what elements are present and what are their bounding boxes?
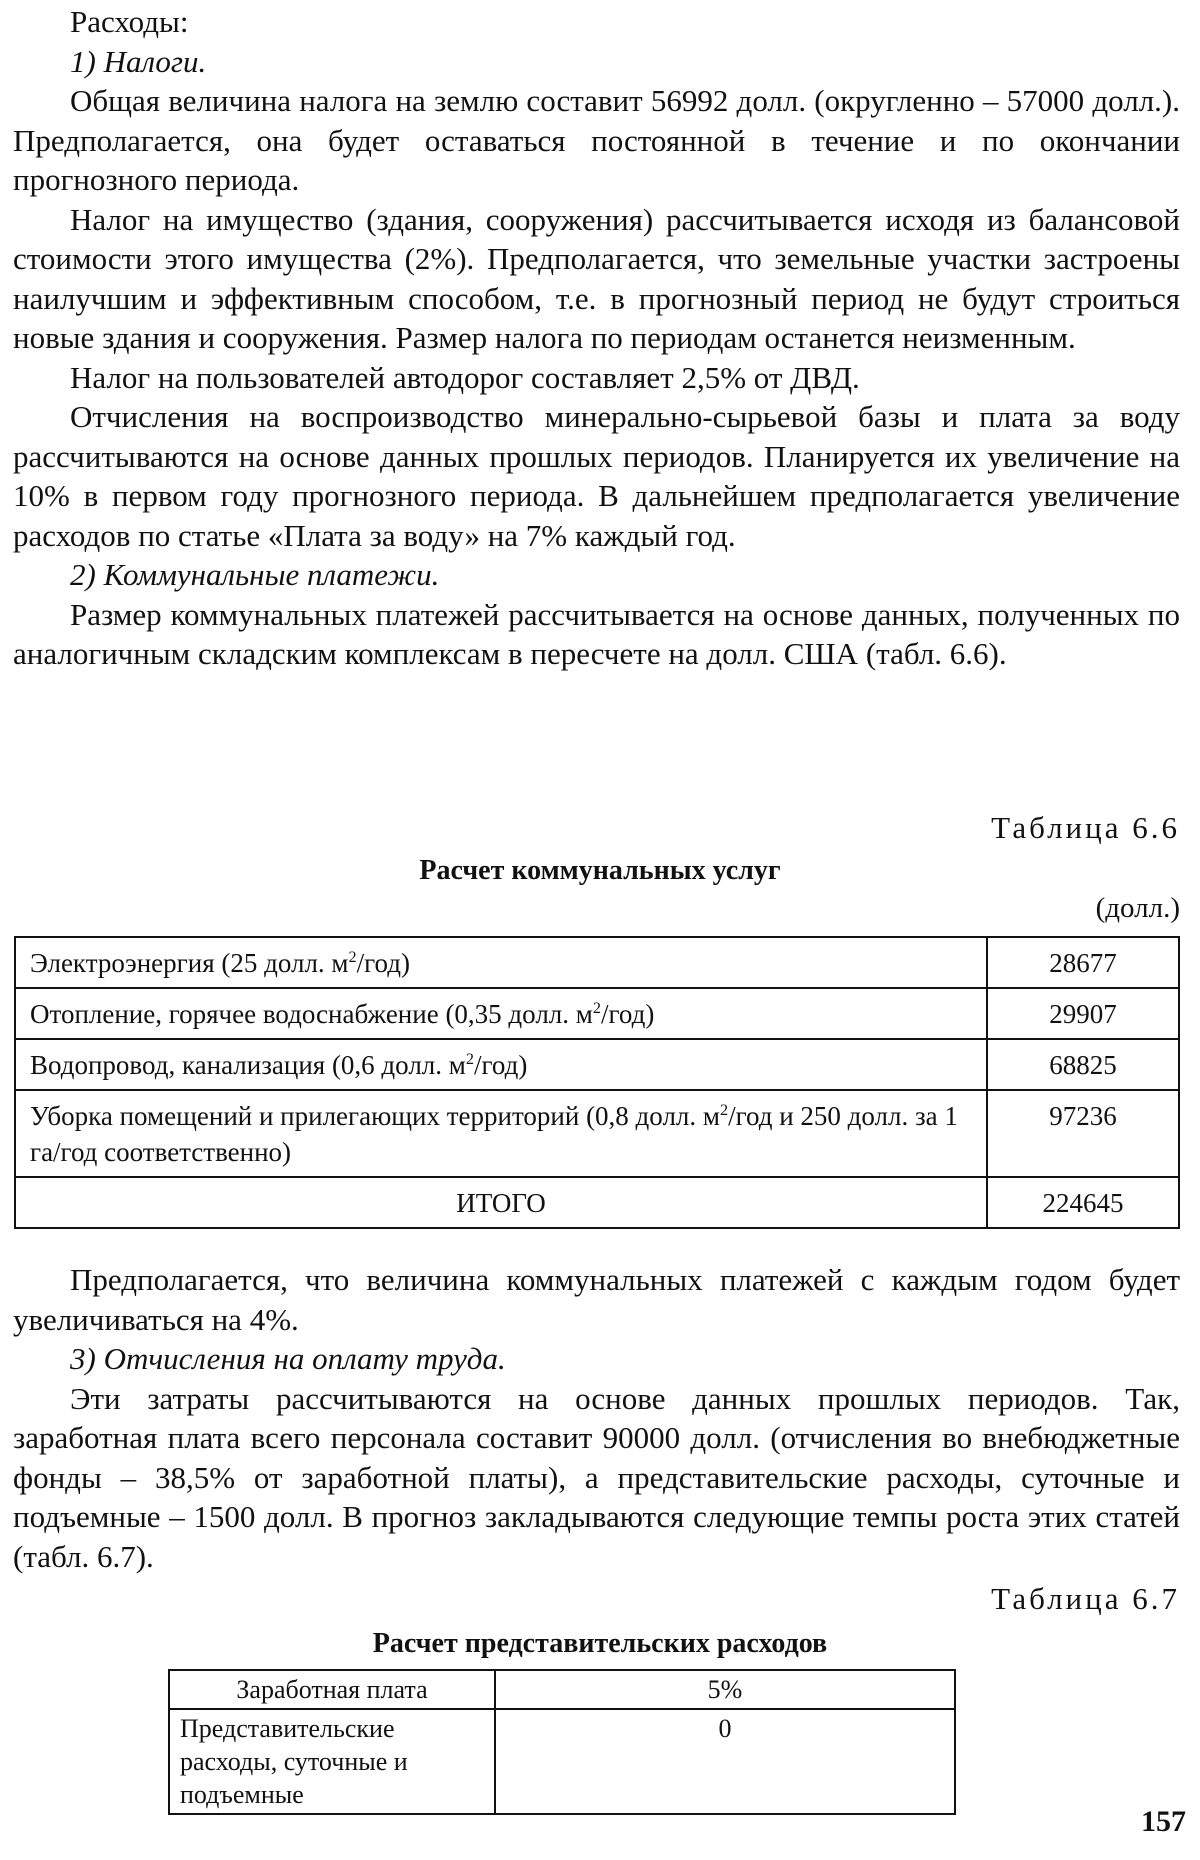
row-name: Отопление, горячее водоснабжение (0,35 долл. $м^2/год$) bbox=[15, 988, 987, 1039]
page-number: 157 bbox=[1141, 1805, 1186, 1838]
section-heading: Расходы: bbox=[70, 4, 189, 39]
text-block-top bbox=[13, 2, 1180, 674]
table-row bbox=[15, 988, 1179, 1039]
table-6-6-unit: (долл.) bbox=[1095, 892, 1180, 924]
table-row bbox=[169, 1709, 955, 1814]
row-name: Уборка помещений и прилегающих территорий (0,8 долл. $м^2$/год и 250 долл. за 1 га/год соответственно) bbox=[15, 1090, 987, 1177]
paragraph: Отчисления на воспроизводство минерально-сырьевой базы и плата за воду рассчитываются на основе данных прошлых периодов. Планируется их увеличение на 10% в первом году прогнозного периода. В дальнейшем предполагается увеличение расходов по статье «Плата за воду» на 7% каждый год. bbox=[13, 399, 1180, 553]
table-total-row bbox=[15, 1177, 1179, 1228]
item3-title: 3) Отчисления на оплату труда. bbox=[70, 1341, 506, 1376]
table-6-7-title: Расчет представительских расходов bbox=[372, 1628, 828, 1659]
total-value: 224645 bbox=[987, 1177, 1179, 1228]
table-row bbox=[15, 937, 1179, 988]
item1-title: 1) Налоги. bbox=[70, 43, 207, 79]
paragraph: Предполагается, что величина коммунальных платежей с каждым годом будет увеличиваться на 4%. bbox=[13, 1262, 1180, 1337]
row-name: Представительские расходы, суточные и подъемные bbox=[169, 1709, 495, 1814]
text-block-middle bbox=[13, 1260, 1180, 1576]
row-value: 29907 bbox=[987, 988, 1179, 1039]
row-name: Водопровод, канализация (0,6 долл. $м^2/год$) bbox=[15, 1039, 987, 1090]
row-value: 28677 bbox=[987, 937, 1179, 988]
row-value: 68825 bbox=[987, 1039, 1179, 1090]
paragraph: Общая величина налога на землю составит 56992 долл. (округленно – 57000 долл.). Предполагается, она будет оставаться постоянной в течение и по окончании прогнозного периода. bbox=[13, 83, 1180, 197]
utilities-table bbox=[14, 936, 1180, 1229]
table-row bbox=[15, 1090, 1179, 1177]
table-row bbox=[169, 1670, 955, 1709]
paragraph: Эти затраты рассчитываются на основе данных прошлых периодов. Так, заработная плата всего персонала составит 90000 долл. (отчисления во внебюджетные фонды – 38,5% от заработной платы), а представительские расходы, суточные и подъемные – 1500 долл. В прогноз закладываются следующие темпы роста этих статей (табл. 6.7). bbox=[13, 1380, 1180, 1574]
paragraph: Налог на пользователей автодорог составляет 2,5% от ДВД. bbox=[70, 359, 860, 395]
row-name: Электроэнергия (25 долл. $м^2/год$) bbox=[15, 937, 987, 988]
table-6-6-title: Расчет коммунальных услуг bbox=[419, 855, 781, 886]
representative-expenses-table bbox=[168, 1669, 956, 1815]
row-value: 0 bbox=[495, 1709, 955, 1814]
total-label: ИТОГО bbox=[15, 1177, 987, 1228]
paragraph: Размер коммунальных платежей рассчитывается на основе данных, полученных по аналогичным складским комплексам в пересчете на долл. США (табл. 6.6). bbox=[13, 596, 1180, 671]
row-value: 97236 bbox=[987, 1090, 1179, 1177]
row-name: Заработная плата bbox=[169, 1670, 495, 1709]
table-row bbox=[15, 1039, 1179, 1090]
table-6-7-label: Таблица 6.7 bbox=[991, 1581, 1180, 1616]
row-value: 5% bbox=[495, 1670, 955, 1709]
table-6-6-label: Таблица 6.6 bbox=[991, 810, 1180, 845]
item2-title: 2) Коммунальные платежи. bbox=[70, 557, 440, 592]
paragraph: Налог на имущество (здания, сооружения) рассчитывается исходя из балансовой стоимости этого имущества (2%). Предполагается, что земельные участки застроены наилучшим и эффективным способом, т.е. в прогнозный период не будут строиться новые здания и сооружения. Размер налога по периодам останется неизменным. bbox=[13, 201, 1180, 355]
